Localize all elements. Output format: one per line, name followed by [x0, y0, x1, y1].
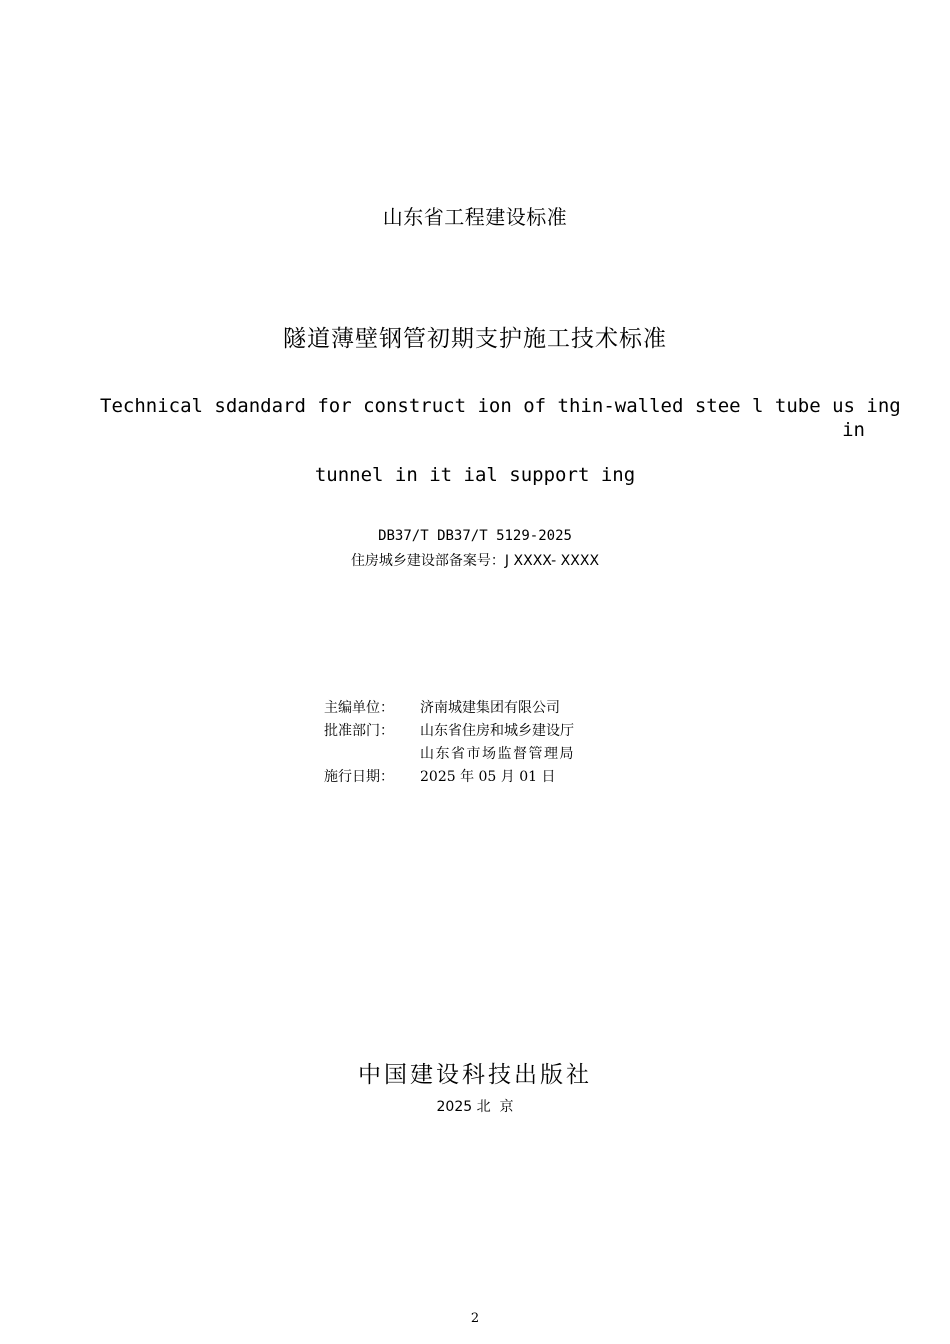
editor-row: [324, 697, 575, 720]
standard-title-english-line-1: Technical sdandard for construct ion of thin-walled stee l tube us ing: [100, 395, 901, 417]
editor-value: 济南城建集团有限公司: [420, 700, 560, 716]
approval-row: [324, 720, 575, 743]
editor-label: 主编单位：: [324, 700, 394, 716]
standard-title-chinese: 隧道薄壁钢管初期支护施工技术标准: [283, 326, 667, 352]
publication-info: [324, 697, 575, 789]
approval-value-1: 山东省住房和城乡建设厅: [420, 723, 574, 739]
page-number: 2: [470, 1311, 480, 1326]
date-row: [324, 766, 575, 789]
standard-number: DB37/T DB37/T 5129-2025: [378, 528, 572, 544]
approval-value-2: 山东省市场监督管理局: [420, 746, 575, 762]
standard-title-english-line-2: in: [842, 419, 865, 441]
approval-row-2: [324, 743, 575, 766]
record-number: 住房城乡建设部备案号：J XXXX- XXXX: [350, 553, 600, 569]
date-label: 施行日期：: [324, 769, 394, 785]
standard-title-english-line-3: tunnel in it ial support ing: [314, 464, 636, 486]
approval-label: 批准部门：: [324, 723, 394, 739]
date-value: 2025 年 05 月 01 日: [420, 769, 556, 785]
publisher-name: 中国建设科技出版社: [358, 1062, 592, 1088]
series-title: 山东省工程建设标准: [382, 205, 568, 229]
publication-year-city: 2025 北 京: [436, 1099, 514, 1115]
